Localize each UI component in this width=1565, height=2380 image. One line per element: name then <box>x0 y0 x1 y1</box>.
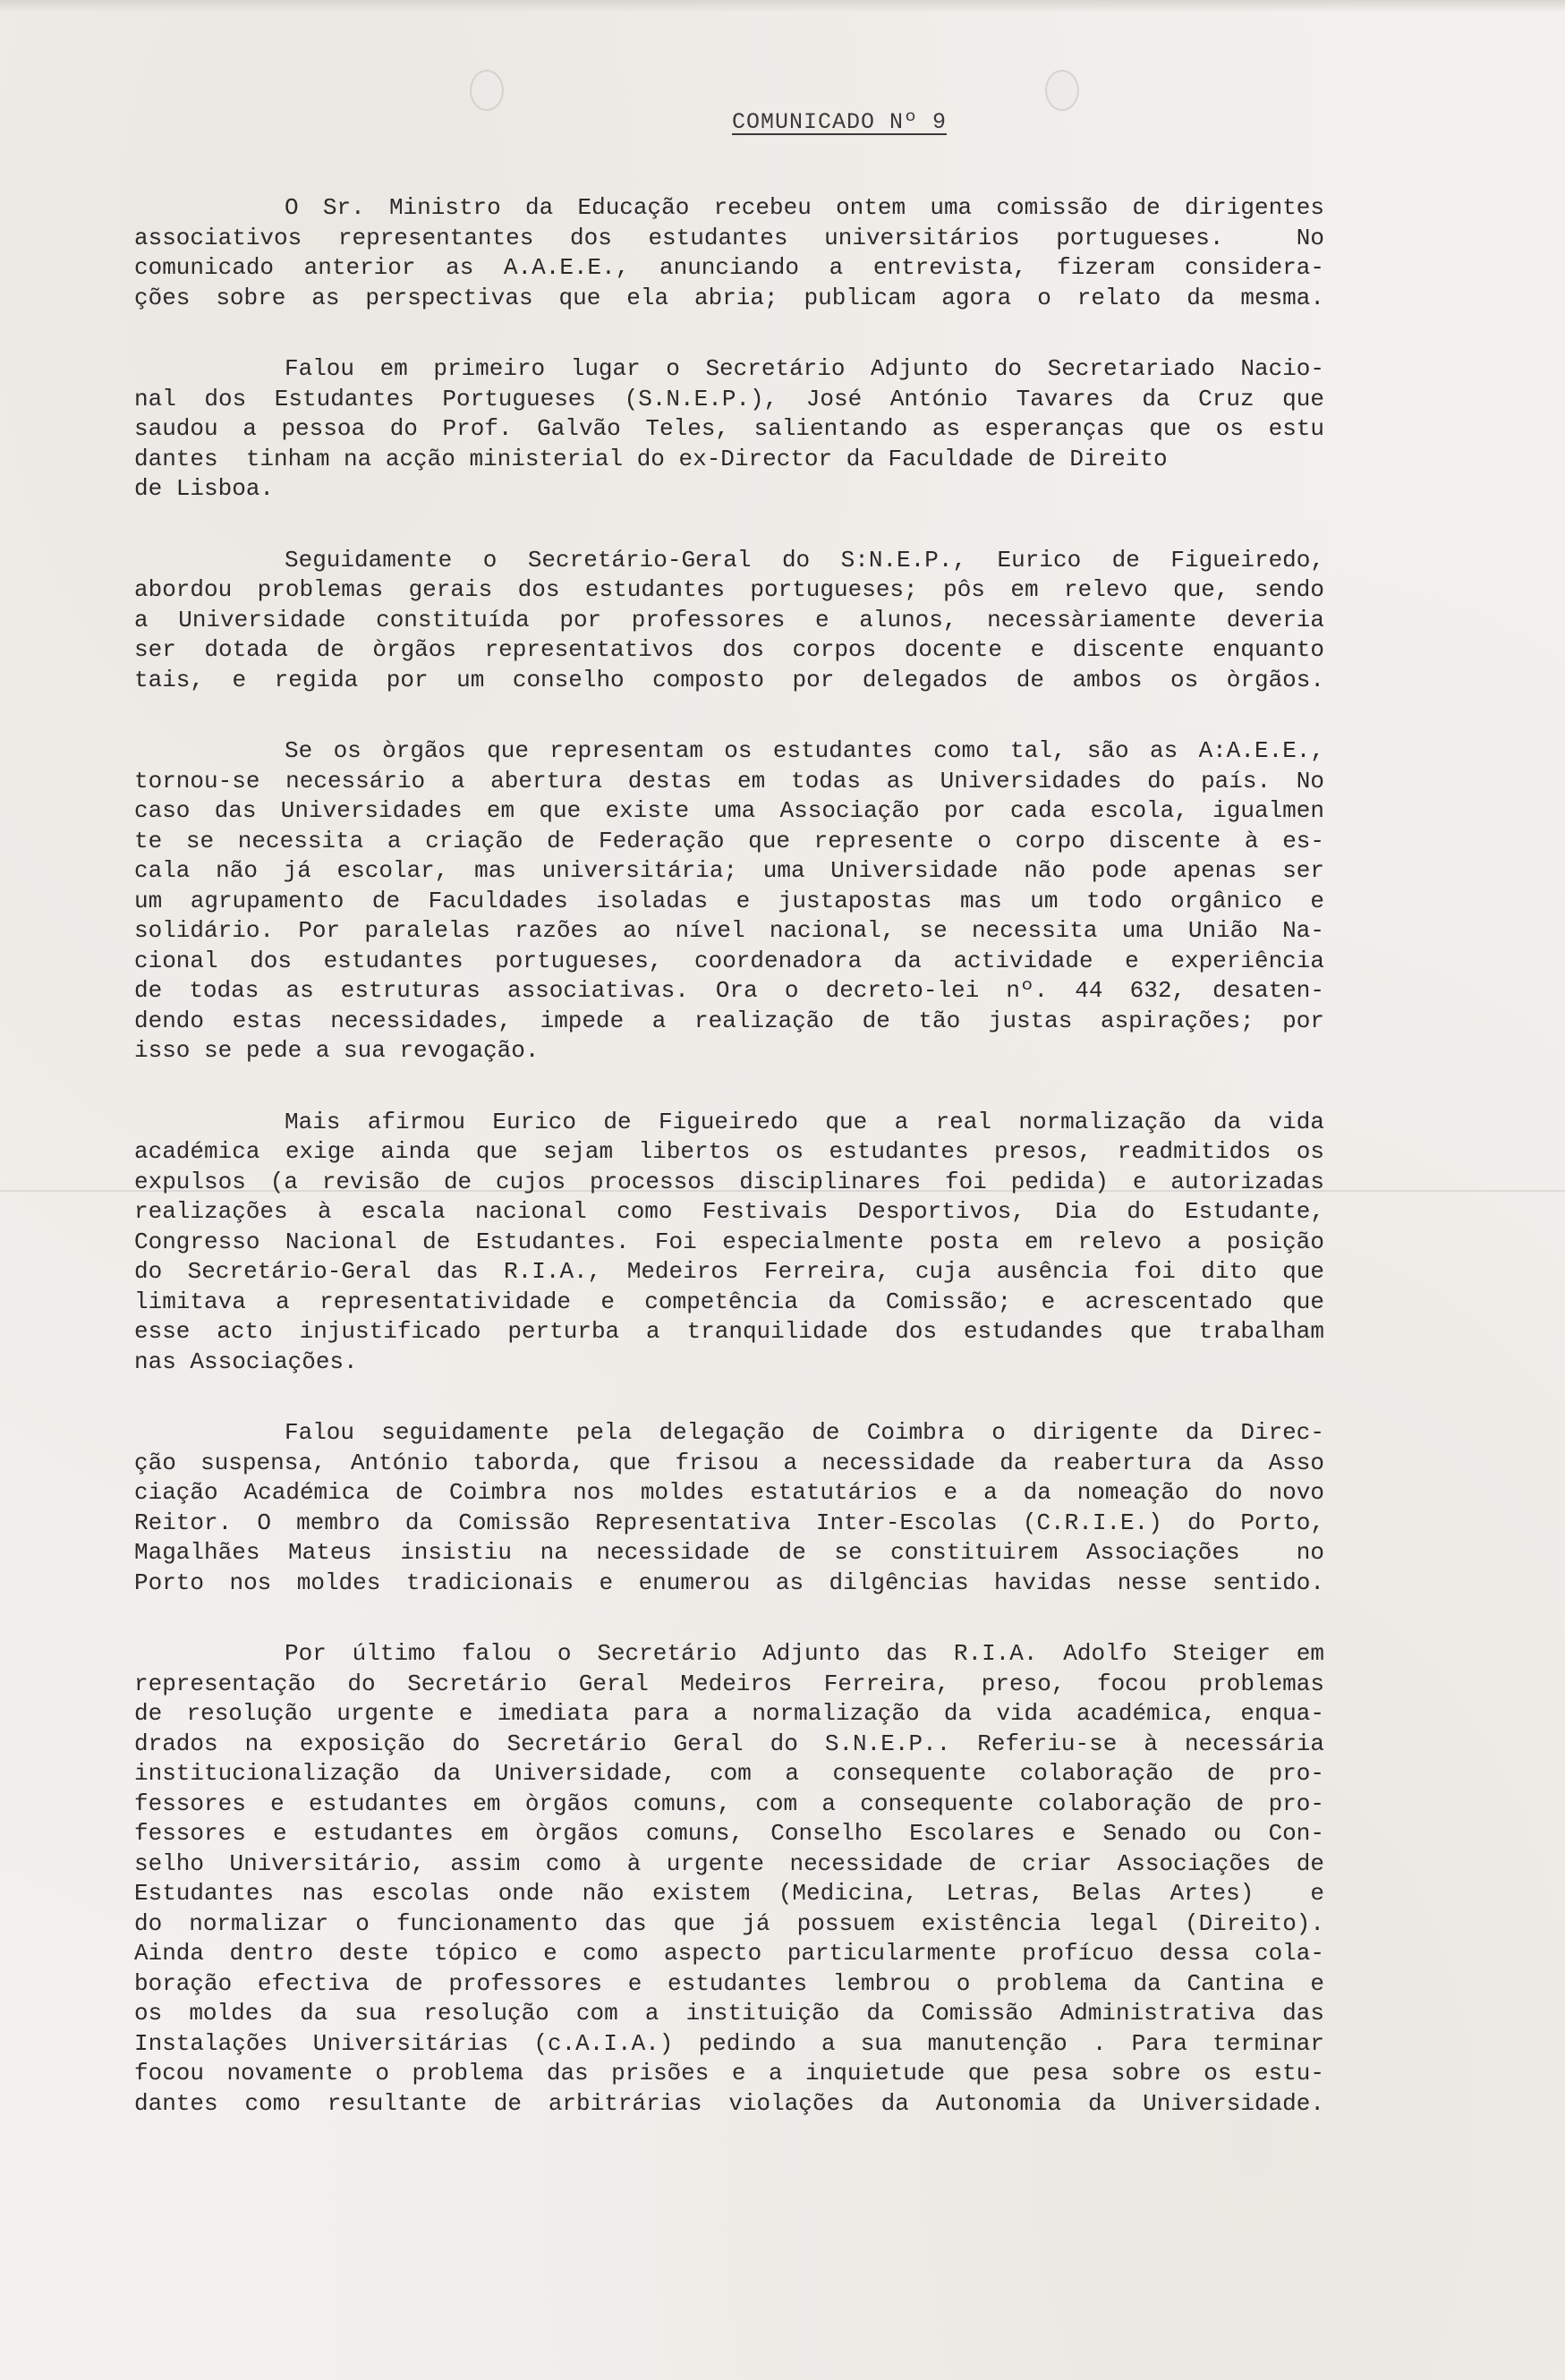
text-line: fessores e estudantes em òrgãos comuns, com a consequente colaboração de pro- <box>134 1789 1324 1817</box>
text-line: cional dos estudantes portugueses, coordenadora da actividade e experiência <box>134 947 1324 974</box>
text-line: tornou-se necessário a abertura destas em todas as Universidades do país. No <box>134 767 1324 795</box>
text-line: ções sobre as perspectivas que ela abria; publicam agora o relato da mesma. <box>134 284 1324 311</box>
text-line: isso se pede a sua revogação. <box>134 1037 540 1064</box>
document-title: COMUNICADO Nº 9 <box>732 109 948 135</box>
paragraph-7 <box>134 1639 1324 2119</box>
paragraph-5 <box>134 1108 1324 1378</box>
text-line: esse acto injustificado perturba a tranquilidade dos estudandes que trabalham <box>134 1318 1324 1345</box>
text-line: drados na exposição do Secretário Geral do S.N.E.P.. Referiu-se à necessária <box>134 1730 1324 1757</box>
paragraph-2 <box>134 354 1324 505</box>
text-line: te se necessita a criação de Federação que represente o corpo discente à es- <box>134 827 1324 854</box>
text-line: cala não já escolar, mas universitária; uma Universidade não pode apenas ser <box>134 857 1324 884</box>
text-line: tais, e regida por um conselho composto por delegados de ambos os òrgãos. <box>134 666 1324 693</box>
text-line: Ainda dentro deste tópico e como aspecto particularmente profícuo dessa cola- <box>134 1940 1324 1967</box>
text-line: Mais afirmou Eurico de Figueiredo que a real normalização da vida <box>285 1108 1324 1135</box>
paragraph-3 <box>134 546 1324 696</box>
text-line: Congresso Nacional de Estudantes. Foi especialmente posta em relevo a posição <box>134 1228 1324 1255</box>
text-line: realizações à escala nacional como Festivais Desportivos, Dia do Estudante, <box>134 1198 1324 1225</box>
text-line: limitava a representatividade e competência da Comissão; e acrescentado que <box>134 1288 1324 1315</box>
text-line: nas Associações. <box>134 1347 358 1375</box>
document-body <box>134 193 1324 2160</box>
text-line: selho Universitário, assim como à urgente necessidade de criar Associações de <box>134 1849 1324 1877</box>
text-line: do Secretário-Geral das R.I.A., Medeiros Ferreira, cuja ausência foi dito que <box>134 1258 1324 1285</box>
text-line: Por último falou o Secretário Adjunto das R.I.A. Adolfo Steiger em <box>285 1640 1324 1667</box>
text-line: a Universidade constituída por professores e alunos, necessàriamente deveria <box>134 606 1324 633</box>
text-line: do normalizar o funcionamento das que já possuem existência legal (Direito). <box>134 1909 1324 1937</box>
text-line: caso das Universidades em que existe uma Associação por cada escola, igualmen <box>134 797 1324 824</box>
text-line: dendo estas necessidades, impede a realização de tão justas aspirações; por <box>134 1007 1324 1034</box>
text-line: os moldes da sua resolução com a instituição da Comissão Administrativa das <box>134 2000 1324 2027</box>
text-line: Falou seguidamente pela delegação de Coimbra o dirigente da Direc- <box>285 1419 1324 1446</box>
text-line: ser dotada de òrgãos representativos dos corpos docente e discente enquanto <box>134 636 1324 663</box>
text-line: expulsos (a revisão de cujos processos disciplinares foi pedida) e autorizadas <box>134 1168 1324 1195</box>
text-line: ciação Académica de Coimbra nos moldes estatutários e a da nomeação do novo <box>134 1479 1324 1506</box>
page-top-edge <box>0 0 1565 13</box>
text-line: Instalações Universitárias (c.A.I.A.) pedindo a sua manutenção . Para terminar <box>134 2029 1324 2057</box>
text-line: de todas as estruturas associativas. Ora o decreto-lei nº. 44 632, desaten- <box>134 977 1324 1004</box>
punch-hole-left <box>470 70 504 111</box>
text-line: focou novamente o problema das prisões e a inquietude que pesa sobre os estu- <box>134 2060 1324 2087</box>
text-line: dantes como resultante de arbitrárias violações da Autonomia da Universidade. <box>134 2089 1324 2117</box>
text-line: de resolução urgente e imediata para a normalização da vida académica, enqua- <box>134 1700 1324 1727</box>
text-line: boração efectiva de professores e estudantes lembrou o problema da Cantina e <box>134 1969 1324 1997</box>
text-line: Estudantes nas escolas onde não existem (Medicina, Letras, Belas Artes) e <box>134 1880 1324 1907</box>
text-line: Reitor. O membro da Comissão Representativa Inter-Escolas (C.R.I.E.) do Porto, <box>134 1509 1324 1536</box>
text-line: comunicado anterior as A.A.E.E., anunciando a entrevista, fizeram considera- <box>134 254 1324 281</box>
text-line: ção suspensa, António taborda, que frisou a necessidade da reabertura da Asso <box>134 1449 1324 1476</box>
paragraph-6 <box>134 1418 1324 1598</box>
paragraph-4 <box>134 736 1324 1067</box>
text-line: institucionalização da Universidade, com a consequente colaboração de pro- <box>134 1760 1324 1787</box>
text-line: académica exige ainda que sejam libertos os estudantes presos, readmitidos os <box>134 1138 1324 1165</box>
text-line: Seguidamente o Secretário-Geral do S:N.E.P., Eurico de Figueiredo, <box>285 546 1324 574</box>
text-line: um agrupamento de Faculdades isoladas e justapostas mas um todo orgânico e <box>134 887 1324 914</box>
text-line: nal dos Estudantes Portugueses (S.N.E.P.), José António Tavares da Cruz que <box>134 385 1324 412</box>
text-line: O Sr. Ministro da Educação recebeu ontem uma comissão de dirigentes <box>285 194 1324 221</box>
text-line: fessores e estudantes em òrgãos comuns, Conselho Escolares e Senado ou Con- <box>134 1820 1324 1847</box>
text-line: saudou a pessoa do Prof. Galvão Teles, salientando as esperanças que os estu <box>134 415 1324 442</box>
text-line: Falou em primeiro lugar o Secretário Adjunto do Secretariado Nacio- <box>285 355 1324 382</box>
text-line: associativos representantes dos estudantes universitários portugueses. No <box>134 224 1324 251</box>
text-line: dantes tinham na acção ministerial do ex-Director da Faculdade de Direito <box>134 445 1168 472</box>
text-line: Magalhães Mateus insistiu na necessidade de se constituirem Associações no <box>134 1539 1324 1566</box>
punch-hole-right <box>1045 70 1079 111</box>
text-line: Porto nos moldes tradicionais e enumerou as dilgências havidas nesse sentido. <box>134 1568 1324 1596</box>
text-line: solidário. Por paralelas razões ao nível nacional, se necessita uma União Na- <box>134 917 1324 944</box>
text-line: de Lisboa. <box>134 475 275 502</box>
text-line: abordou problemas gerais dos estudantes portugueses; pôs em relevo que, sendo <box>134 576 1324 603</box>
text-line: Se os òrgãos que representam os estudantes como tal, são as A:A.E.E., <box>285 737 1324 764</box>
paragraph-1 <box>134 193 1324 313</box>
text-line: representação do Secretário Geral Medeiros Ferreira, preso, focou problemas <box>134 1670 1324 1697</box>
